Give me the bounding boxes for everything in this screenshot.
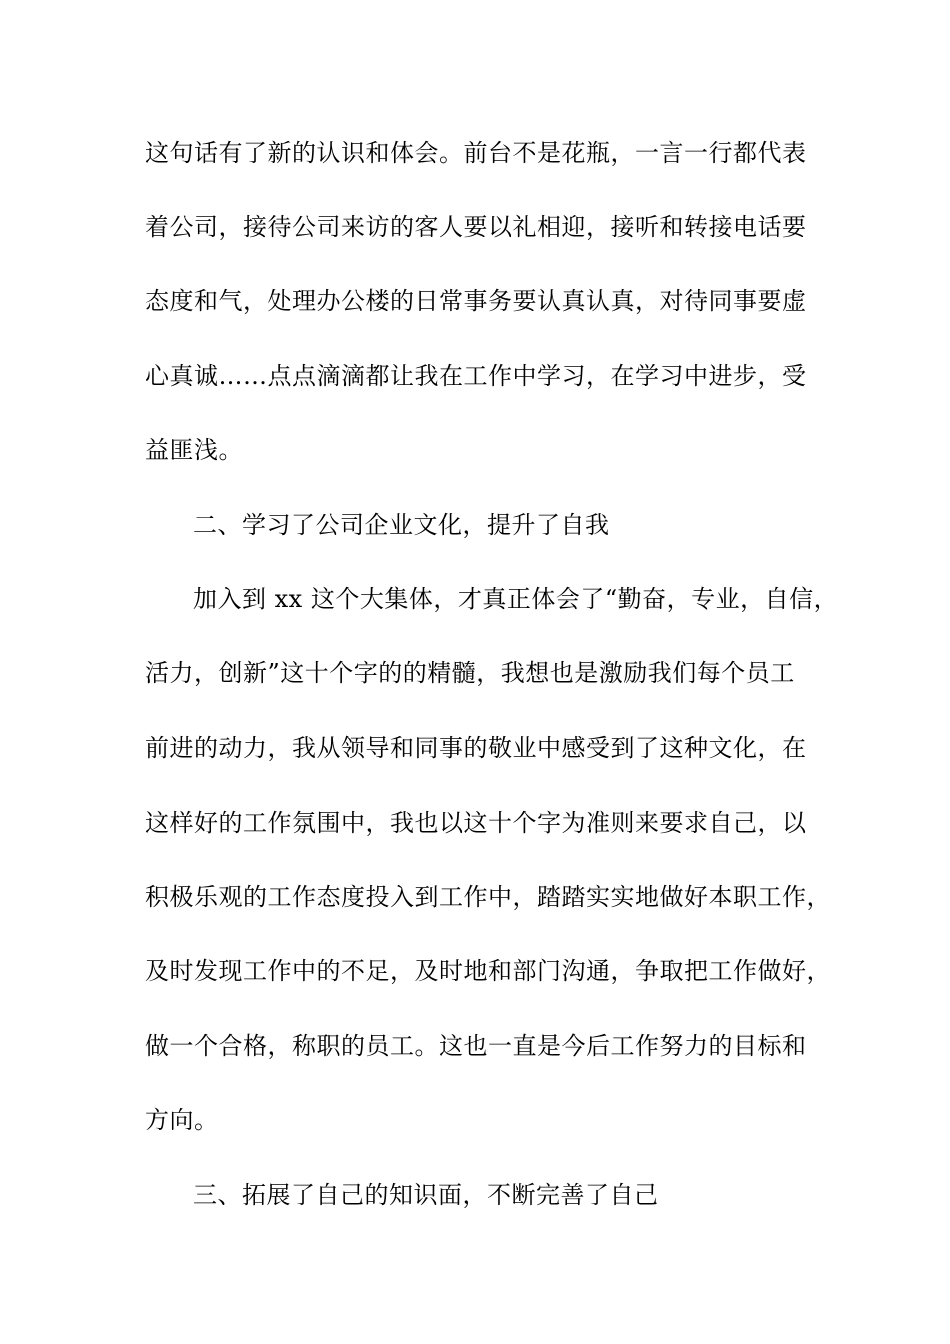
section-heading: 三、拓展了自己的知识面，不断完善了自己 [193, 1181, 659, 1209]
body-text-line: 积极乐观的工作态度投入到工作中，踏踏实实地做好本职工作， [145, 883, 831, 911]
body-text-line: 加入到 xx 这个大集体，才真正体会了“勤奋，专业，自信， [193, 585, 839, 613]
body-text-line: 活力，创新”这十个字的的精髓，我想也是激励我们每个员工 [145, 659, 795, 687]
body-text-line: 态度和气，处理办公楼的日常事务要认真认真，对待同事要虚 [145, 287, 807, 315]
body-text-line: 这样好的工作氛围中，我也以这十个字为准则来要求自己，以 [145, 809, 807, 837]
body-text-line: 做一个合格，称职的员工。这也一直是今后工作努力的目标和 [145, 1032, 807, 1060]
body-text-line: 心真诚……点点滴滴都让我在工作中学习，在学习中进步，受 [145, 362, 807, 390]
body-text-line: 方向。 [145, 1106, 219, 1134]
body-text-line: 这句话有了新的认识和体会。前台不是花瓶，一言一行都代表 [145, 139, 807, 167]
body-text-line: 及时发现工作中的不足，及时地和部门沟通，争取把工作做好， [145, 957, 831, 985]
section-heading: 二、学习了公司企业文化，提升了自我 [193, 511, 610, 539]
body-text-line: 益匪浅。 [145, 436, 243, 464]
body-text-line: 前进的动力，我从领导和同事的敬业中感受到了这种文化，在 [145, 734, 807, 762]
body-text-line: 着公司，接待公司来访的客人要以礼相迎，接听和转接电话要 [145, 213, 807, 241]
